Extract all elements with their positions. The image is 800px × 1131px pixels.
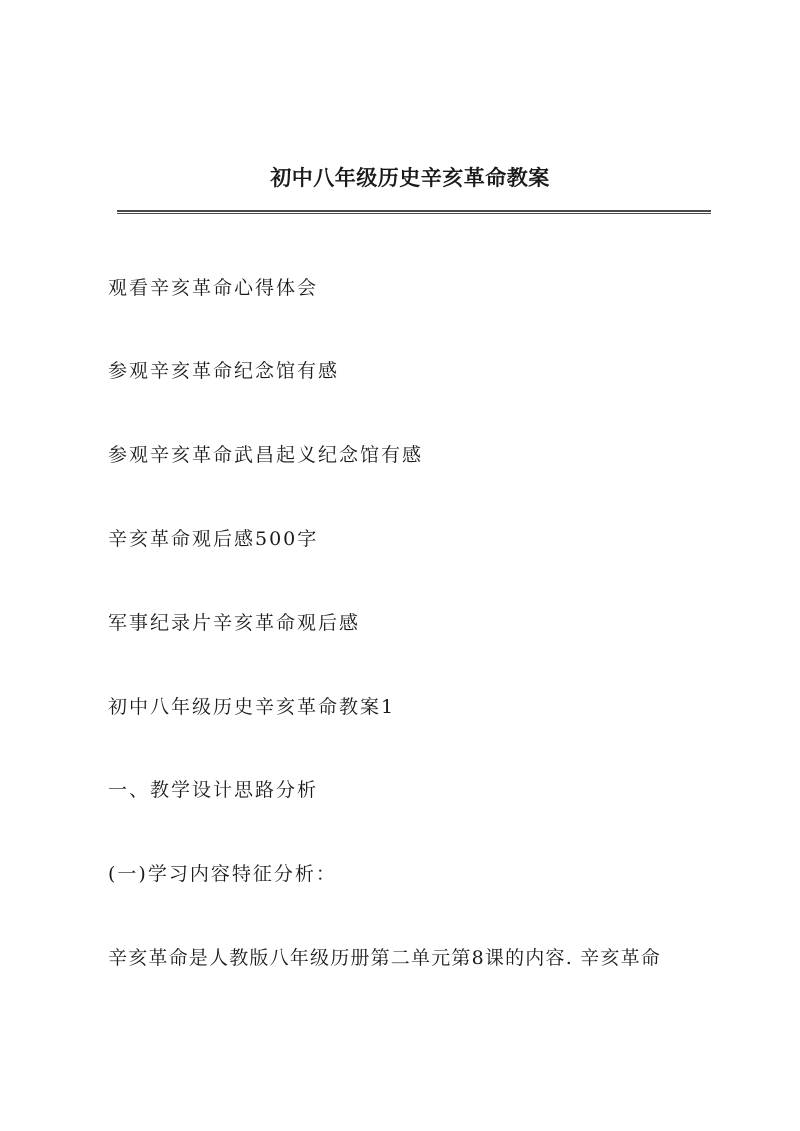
title-divider bbox=[117, 210, 711, 214]
subsection-heading-content-analysis: (一)学习内容特征分析： bbox=[108, 863, 337, 885]
section-heading-lesson-plan: 初中八年级历史辛亥革命教案1 bbox=[108, 696, 396, 718]
list-item-4: 辛亥革命观后感500字 bbox=[108, 528, 319, 550]
body-paragraph: 辛亥革命是人教版八年级历册第二单元第8课的内容. 辛亥革命 bbox=[108, 947, 661, 969]
list-item-1: 观看辛亥革命心得体会 bbox=[108, 277, 319, 299]
list-item-2: 参观辛亥革命纪念馆有感 bbox=[108, 360, 340, 382]
document-title: 初中八年级历史辛亥革命教案 bbox=[270, 165, 550, 190]
section-heading-design-analysis: 一、教学设计思路分析 bbox=[108, 779, 319, 801]
list-item-5: 军事纪录片辛亥革命观后感 bbox=[108, 612, 361, 634]
list-item-3: 参观辛亥革命武昌起义纪念馆有感 bbox=[108, 444, 424, 466]
